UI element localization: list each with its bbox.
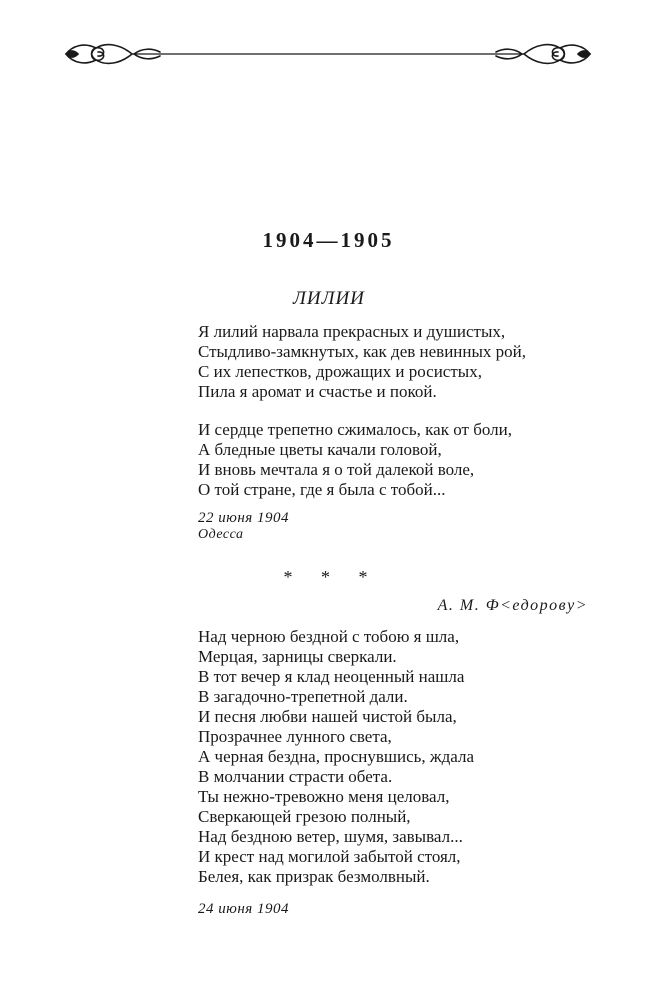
section-title: 1904—1905 [262, 228, 395, 252]
poem-line: И вновь мечтала я о той далекой воле, [198, 460, 475, 479]
poem-line: В загадочно-трепетной дали. [198, 687, 408, 706]
poem-line: Белея, как призрак безмолвный. [198, 867, 430, 886]
poem-line: Прозрачнее лунного света, [198, 727, 392, 746]
poem-line: Стыдливо-замкнутых, как дев невинных рой, [198, 342, 527, 361]
poem-dedication: А. М. Ф<едорову> [437, 597, 588, 614]
poem-line: Над бездною ветер, шумя, завывал... [198, 827, 463, 846]
poem-line: И крест над могилой забытой стоял, [198, 847, 461, 866]
poem-line: И песня любви нашей чистой была, [198, 707, 457, 726]
poem-line: Мерцая, зарницы сверкали. [198, 647, 397, 666]
poem-stanza [198, 627, 474, 887]
poem-line: С их лепестков, дрожащих и росистых, [198, 362, 482, 381]
poem-place: Одесса [198, 527, 244, 542]
poem-title: ЛИЛИИ [293, 288, 365, 309]
poem-stanza [198, 322, 526, 402]
poem-date: 22 июня 1904 [198, 510, 289, 526]
poem-line: И сердце трепетно сжималось, как от боли, [198, 420, 512, 439]
poem-date: 24 июня 1904 [198, 901, 289, 917]
poem-line: В молчании страсти обета. [198, 767, 393, 786]
poem-stanza [198, 420, 512, 500]
poem-line: Над черною бездной с тобою я шла, [198, 627, 460, 646]
poem-line: Ты нежно-тревожно меня целовал, [198, 787, 450, 806]
flourish-divider-icon [62, 38, 594, 70]
poem-line: А черная бездна, проснувшись, ждала [198, 747, 475, 766]
poem-line: А бледные цветы качали головой, [198, 440, 442, 459]
poem-line: Сверкающей грезою полный, [198, 807, 411, 826]
poem-line: В тот вечер я клад неоценный нашла [198, 667, 465, 686]
poem-line: Пила я аромат и счастье и покой. [198, 382, 437, 401]
poem-line: Я лилий нарвала прекрасных и душистых, [198, 322, 506, 341]
poem-line: О той стране, где я была с тобой... [198, 480, 446, 499]
section-separator: * * * [283, 567, 380, 587]
